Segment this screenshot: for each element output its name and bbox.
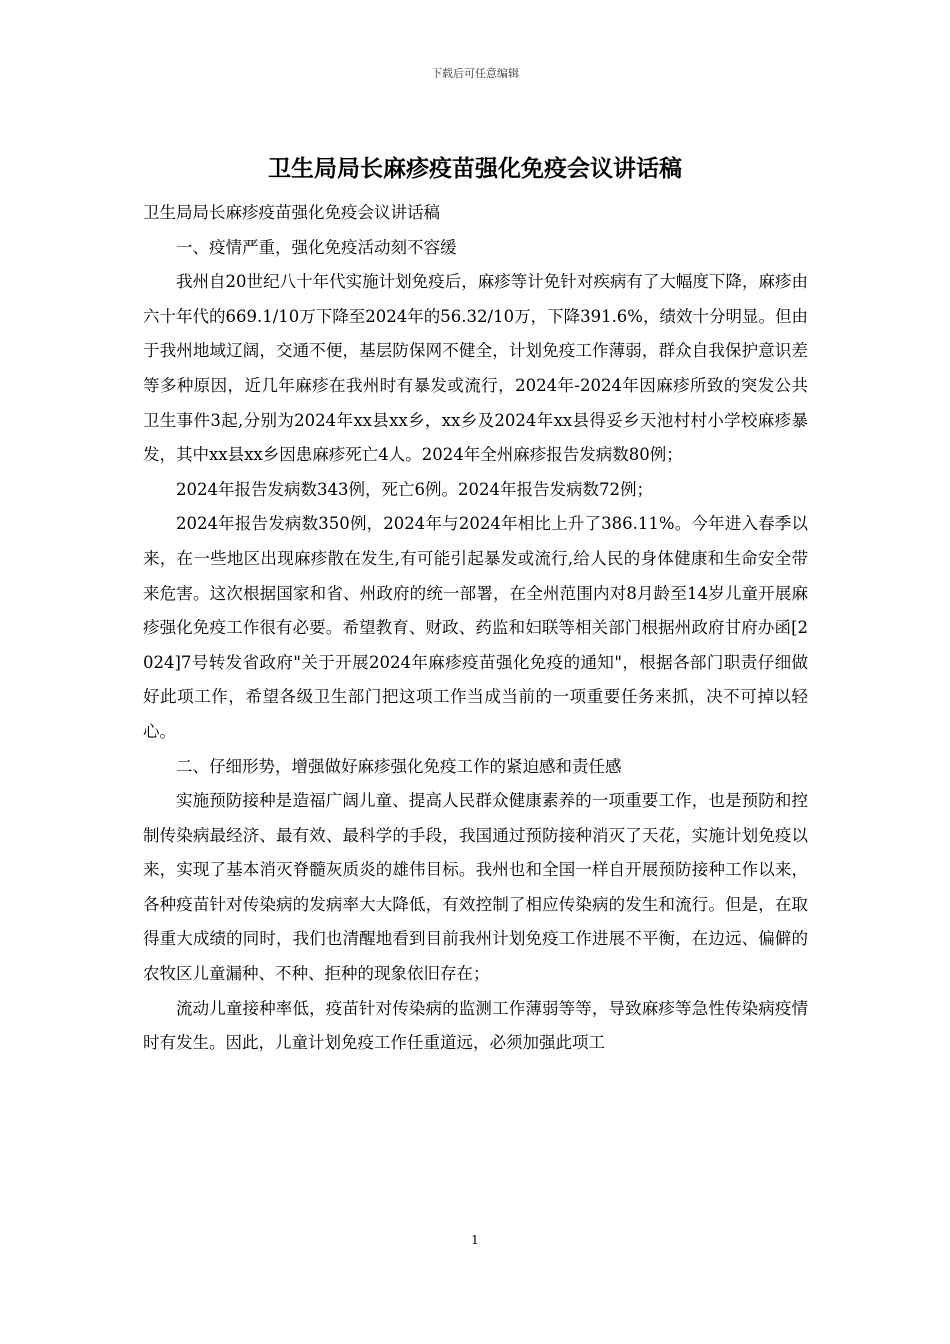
body-paragraph: 实施预防接种是造福广阔儿童、提高人民群众健康素养的一项重要工作，也是预防和控制传染病最经济、最有效、最科学的手段，我国通过预防接种消灭了天花，实施计划免疫以来，实现了基本消灭脊髓灰质炎的雄伟目标。我州也和全国一样自开展预防接种工作以来，各种疫苗针对传染病的发病率大大降低，有效控制了相应传染病的发生和流行。但是，在取得重大成绩的同时，我们也清醒地看到目前我州计划免疫工作进展不平衡，在边远、偏僻的农牧区儿童漏种、不种、拒种的现象依旧存在； xyxy=(143,791,808,984)
body-paragraph: 流动儿童接种率低，疫苗针对传染病的监测工作薄弱等等，导致麻疹等急性传染病疫情时有发生。因此，儿童计划免疫工作任重道远，必须加强此项工 xyxy=(143,998,808,1053)
document-body xyxy=(143,196,808,1061)
body-paragraph: 2024年报告发病数343例，死亡6例。2024年报告发病数72例； xyxy=(176,479,653,499)
document-title: 卫生局局长麻疹疫苗强化免疫会议讲话稿 xyxy=(268,155,682,182)
section-heading-1: 一、疫情严重，强化免疫活动刻不容缓 xyxy=(176,237,457,257)
body-paragraph: 2024年报告发病数350例，2024年与2024年相比上升了386.11%。今年进入春季以来，在一些地区出现麻疹散在发生,有可能引起暴发或流行,给人民的身体健康和生命安全带来危害。这次根据国家和省、州政府的统一部署，在全州范围内对8月龄至14岁儿童开展麻疹强化免疫工作很有必要。希望教育、财政、药监和妇联等相关部门根据州政府甘府办函[2024]7号转发省政府"关于开展2024年麻疹疫苗强化免疫的通知"，根据各部门职责仔细做好此项工作，希望各级卫生部门把这项工作当成当前的一项重要任务来抓，决不可掉以轻心。 xyxy=(143,514,808,741)
page-number: 1 xyxy=(471,1233,479,1247)
subtitle-paragraph: 卫生局局长麻疹疫苗强化免疫会议讲话稿 xyxy=(143,203,440,222)
section-heading-2: 二、仔细形势，增强做好麻疹强化免疫工作的紧迫感和责任感 xyxy=(176,756,622,776)
body-paragraph: 我州自20世纪八十年代实施计划免疫后，麻疹等计免针对疾病有了大幅度下降，麻疹由六十年代的669.1/10万下降至2024年的56.32/10万，下降391.6%，绩效十分明显。但由于我州地域辽阔，交通不便，基层防保网不健全，计划免疫工作薄弱，群众自我保护意识差等多种原因，近几年麻疹在我州时有暴发或流行，2024年-2024年因麻疹所致的突发公共卫生事件3起,分别为2024年xx县xx乡，xx乡及2024年xx县得妥乡天池村村小学校麻疹暴发，其中xx县xx乡因患麻疹死亡4人。2024年全州麻疹报告发病数80例； xyxy=(143,272,808,465)
page-header-note: 下载后可任意编辑 xyxy=(431,67,519,80)
